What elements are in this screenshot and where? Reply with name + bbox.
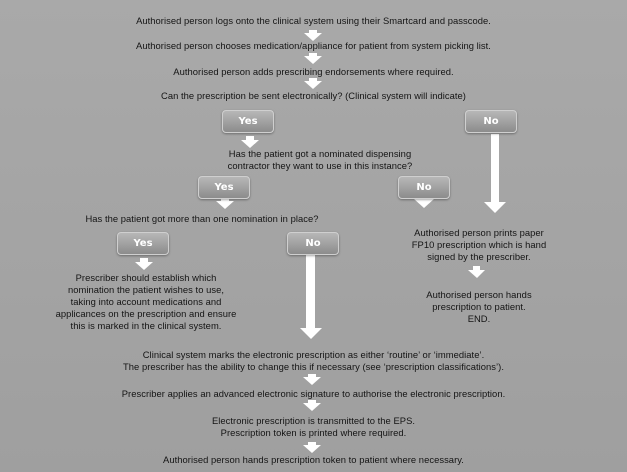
q2-no-badge: No [398, 176, 450, 199]
step-endorsements: Authorised person adds prescribing endorsements where required. [173, 66, 454, 77]
step-print-paper-fp10: Authorised person prints paper FP10 prescription which is hand signed by the prescriber. [411, 227, 547, 262]
step-mark-routine-immediate: Clinical system marks the electronic prescription as either ‘routine’ or ‘immediate’. The prescriber has the ability to change this if necessary (see ‘prescription classifications’). [122, 349, 504, 372]
arrow-endorse-to-question [304, 78, 322, 89]
step-hand-paper-prescription: Authorised person hands prescription to patient. END. [426, 289, 532, 324]
step-establish-nomination: Prescriber should establish which nomination the patient wishes to use, taking into account medications and applicances on the prescription and ensure this is marked in the clinical system. [55, 272, 237, 331]
arrow-q1-no [484, 134, 506, 213]
arrow-transmit-to-token [303, 442, 321, 453]
arrow-marks-to-signature [303, 374, 321, 385]
arrow-q3-no [300, 254, 322, 339]
step-electronic-signature: Prescriber applies an advanced electronic signature to authorise the electronic prescription. [121, 388, 506, 399]
q2-yes-badge: Yes [198, 176, 250, 199]
q1-yes-badge: Yes [222, 110, 274, 133]
q1-no-badge: No [465, 110, 517, 133]
q3-no-badge: No [287, 232, 339, 255]
arrow-signature-to-transmit [303, 400, 321, 411]
step-choose-medication: Authorised person chooses medication/appliance for patient from system picking list. [136, 40, 491, 51]
step-login: Authorised person logs onto the clinical system using their Smartcard and passcode. [136, 15, 491, 26]
question-more-than-one-nomination: Has the patient got more than one nomination in place? [85, 213, 319, 224]
question-nominated-contractor: Has the patient got a nominated dispensing contractor they want to use in this instance? [227, 148, 413, 171]
arrow-choose-to-endorse [304, 53, 322, 64]
q3-yes-badge: Yes [117, 232, 169, 255]
step-transmit-to-eps: Electronic prescription is transmitted to the EPS. Prescription token is printed where required. [211, 415, 416, 438]
step-hand-token: Authorised person hands prescription token to patient where necessary. [163, 454, 464, 465]
arrow-q3-yes [135, 258, 153, 270]
arrow-print-to-hand [468, 266, 485, 278]
question-send-electronically: Can the prescription be sent electronically? (Clinical system will indicate) [161, 90, 466, 101]
arrow-q1-yes [241, 136, 259, 148]
